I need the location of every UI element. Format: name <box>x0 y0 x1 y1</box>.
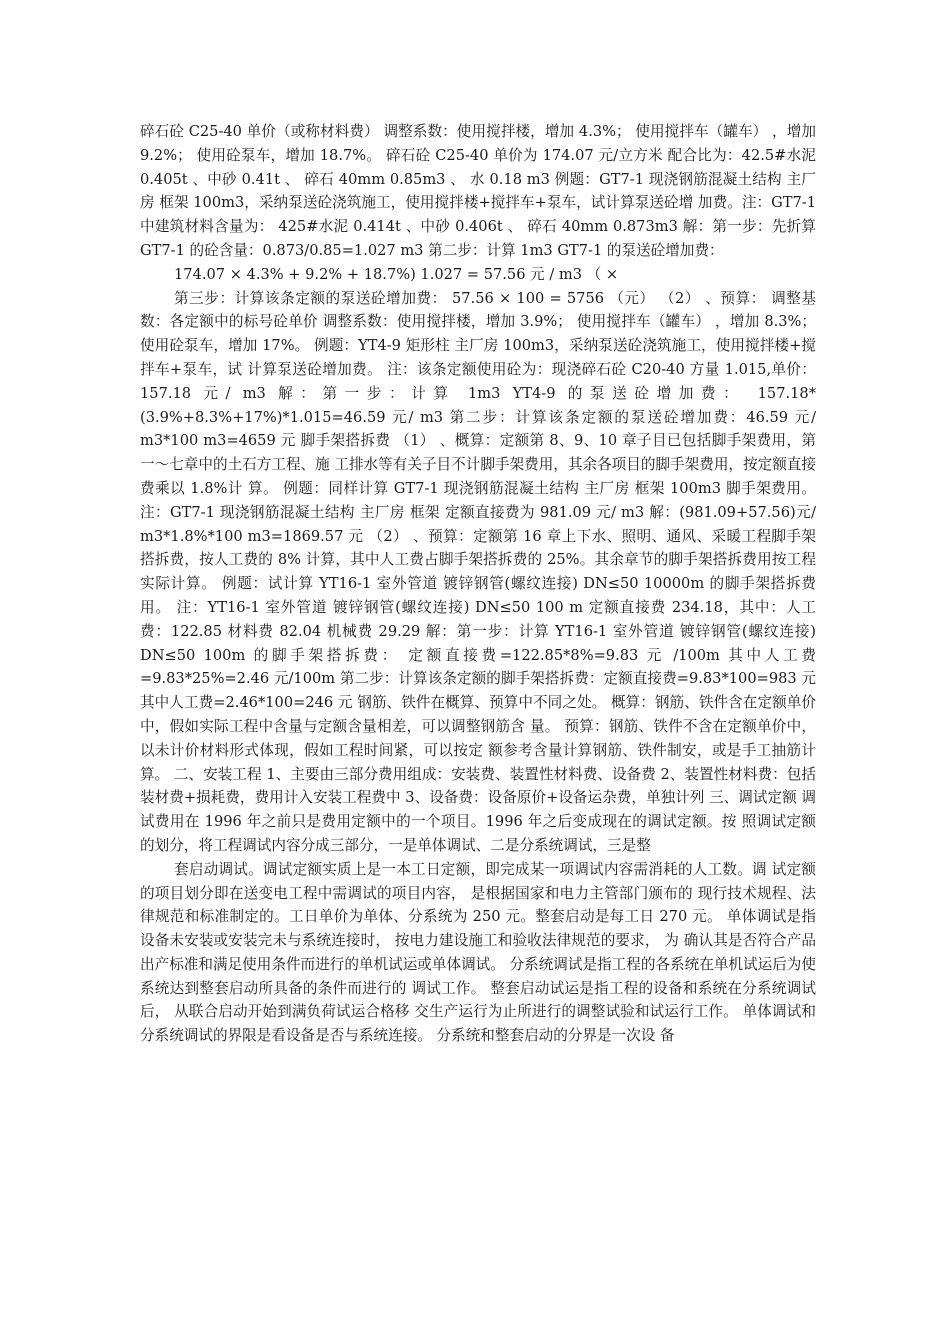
paragraph-scaffold-and-installation: 第三步：计算该条定额的泵送砼增加费： 57.56 × 100 = 5756 （元） （2） 、预算： 调整基数：各定额中的标号砼单价 调整系数：使用搅拌楼，增加 3.9%； 使用搅拌车（罐车） ，增加 8.3%； 使用砼泵车，增加 17%。 例题：YT4-9 矩形柱 主厂房 100m3，采纳泵送砼浇筑施工，使用搅拌楼+搅拌车+泵车，试 计算泵送砼增加费。 注：该条定额使用砼为：现浇碎石砼 C20-40 方量 1.015,单价：157.18 元/ m3 解：第一步：计算 1m3 YT4-9 的泵送砼增加费： 157.18*(3.9%+8.3%+17%)*1.015=46.59 元/ m3 第二步：计算该条定额的泵送砼增加费：46.59 元/ m3*100 m3=4659 元 脚手架搭拆费 （1） 、概算：定额第 8、9、10 章子目已包括脚手架费用，第一～七章中的土石方工程、施 工排水等有关子目不计脚手架费用，其余各项目的脚手架费用，按定额直接费乘以 1.8%计 算。 例题：同样计算 GT7-1 现浇钢筋混凝土结构 主厂房 框架 100m3 脚手架费用。 注：GT7-1 现浇钢筋混凝土结构 主厂房 框架 定额直接费为 981.09 元/ m3 解：(981.09+57.56)元/ m3*1.8%*100 m3=1869.57 元 （2） 、预算：定额第 16 章上下水、照明、通风、采暖工程脚手架搭拆费，按人工费的 8% 计算，其中人工费占脚手架搭拆费的 25%。其余章节的脚手架搭拆费用按工程实际计算。 例题：试计算 YT16-1 室外管道 镀锌钢管(螺纹连接) DN≤50 10000m 的脚手架搭拆费用。 注：YT16-1 室外管道 镀锌钢管(螺纹连接) DN≤50 100 m 定额直接费 234.18，其中：人工 费：122.85 材料费 82.04 机械费 29.29 解：第一步：计算 YT16-1 室外管道 镀锌钢管(螺纹连接) DN≤50 100m 的脚手架搭拆费： 定额直接费=122.85*8%=9.83 元 /100m 其中人工费=9.83*25%=2.46 元/100m 第二步：计算该条定额的脚手架搭拆费：定额直接费=9.83*100=983 元 其中人工费=2.46*100=246 元 钢筋、铁件在概算、预算中不同之处。 概算：钢筋、铁件含在定额单价中，假如实际工程中含量与定额含量相差，可以调整钢筋含 量。 预算：钢筋、铁件不含在定额单价中，以未计价材料形式体现，假如工程时间紧，可以按定 额参考含量计算钢筋、铁件制安，或是手工抽筋计算。 二、安装工程 1、主要由三部分费用组成：安装费、装置性材料费、设备费 2、装置性材料费：包括装材费+损耗费，费用计入安装工程费中 3、设备费：设备原价+设备运杂费，单独计列 三、调试定额 调试费用在 1996 年之前只是费用定额中的一个项目。1996 年之后变成现在的调试定额。按 照调试定额的划分，将工程调试内容分成三部分，一是单体调试、二是分系统调试，三是整 <box>140 289 816 854</box>
formula-line: 174.07 × 4.3% + 9.2% + 18.7%) 1.027 = 57.56 元 / m3 （ × <box>174 265 619 283</box>
paragraph-commissioning: 套启动调试。调试定额实质上是一本工日定额，即完成某一项调试内容需消耗的人工数。调 试定额的项目划分即在送变电工程中需调试的项目内容， 是根据国家和电力主管部门颁布的 现行技术规程、法律规范和标准制定的。工日单价为单体、分系统为 250 元。整套启动是每工日 270 元。 单体调试是指设备未安装或安装完未与系统连接时， 按电力建设施工和验收法律规范的要求， 为 确认其是否符合产品出产标准和满足使用条件而进行的单机试运或单体调试。 分系统调试是指工程的各系统在单机试运后为使系统达到整套启动所具备的条件而进行的 调试工作。 整套启动试运是指工程的设备和系统在分系统调试后， 从联合启动开始到满负荷试运合格移 交生产运行为止所进行的调整试验和试运行工作。 单体调试和分系统调试的界限是看设备是否与系统连接。 分系统和整套启动的分界是一次设 备 <box>140 860 816 1045</box>
document-body <box>140 120 816 1048</box>
paragraph-concrete-adjustment: 碎石砼 C25-40 单价（或称材料费） 调整系数：使用搅拌楼，增加 4.3%； 使用搅拌车（罐车） ，增加 9.2%； 使用砼泵车，增加 18.7%。 碎石砼 C25-40 单价为 174.07 元/立方米 配合比为：42.5#水泥 0.405t 、中砂 0.41t 、 碎石 40mm 0.85m3 、 水 0.18 m3 例题：GT7-1 现浇钢筋混凝土结构 主厂房 框架 100m3，采纳泵送砼浇筑施工，使用搅拌楼+搅拌车+泵车，试计算泵送砼增 加费。注：GT7-1 中建筑材料含量为： 425#水泥 0.414t 、中砂 0.406t 、 碎石 40mm 0.873m3 解：第一步：先折算 GT7-1 的砼含量：0.873/0.85=1.027 m3 第二步：计算 1m3 GT7-1 的泵送砼增加费： <box>140 123 816 259</box>
